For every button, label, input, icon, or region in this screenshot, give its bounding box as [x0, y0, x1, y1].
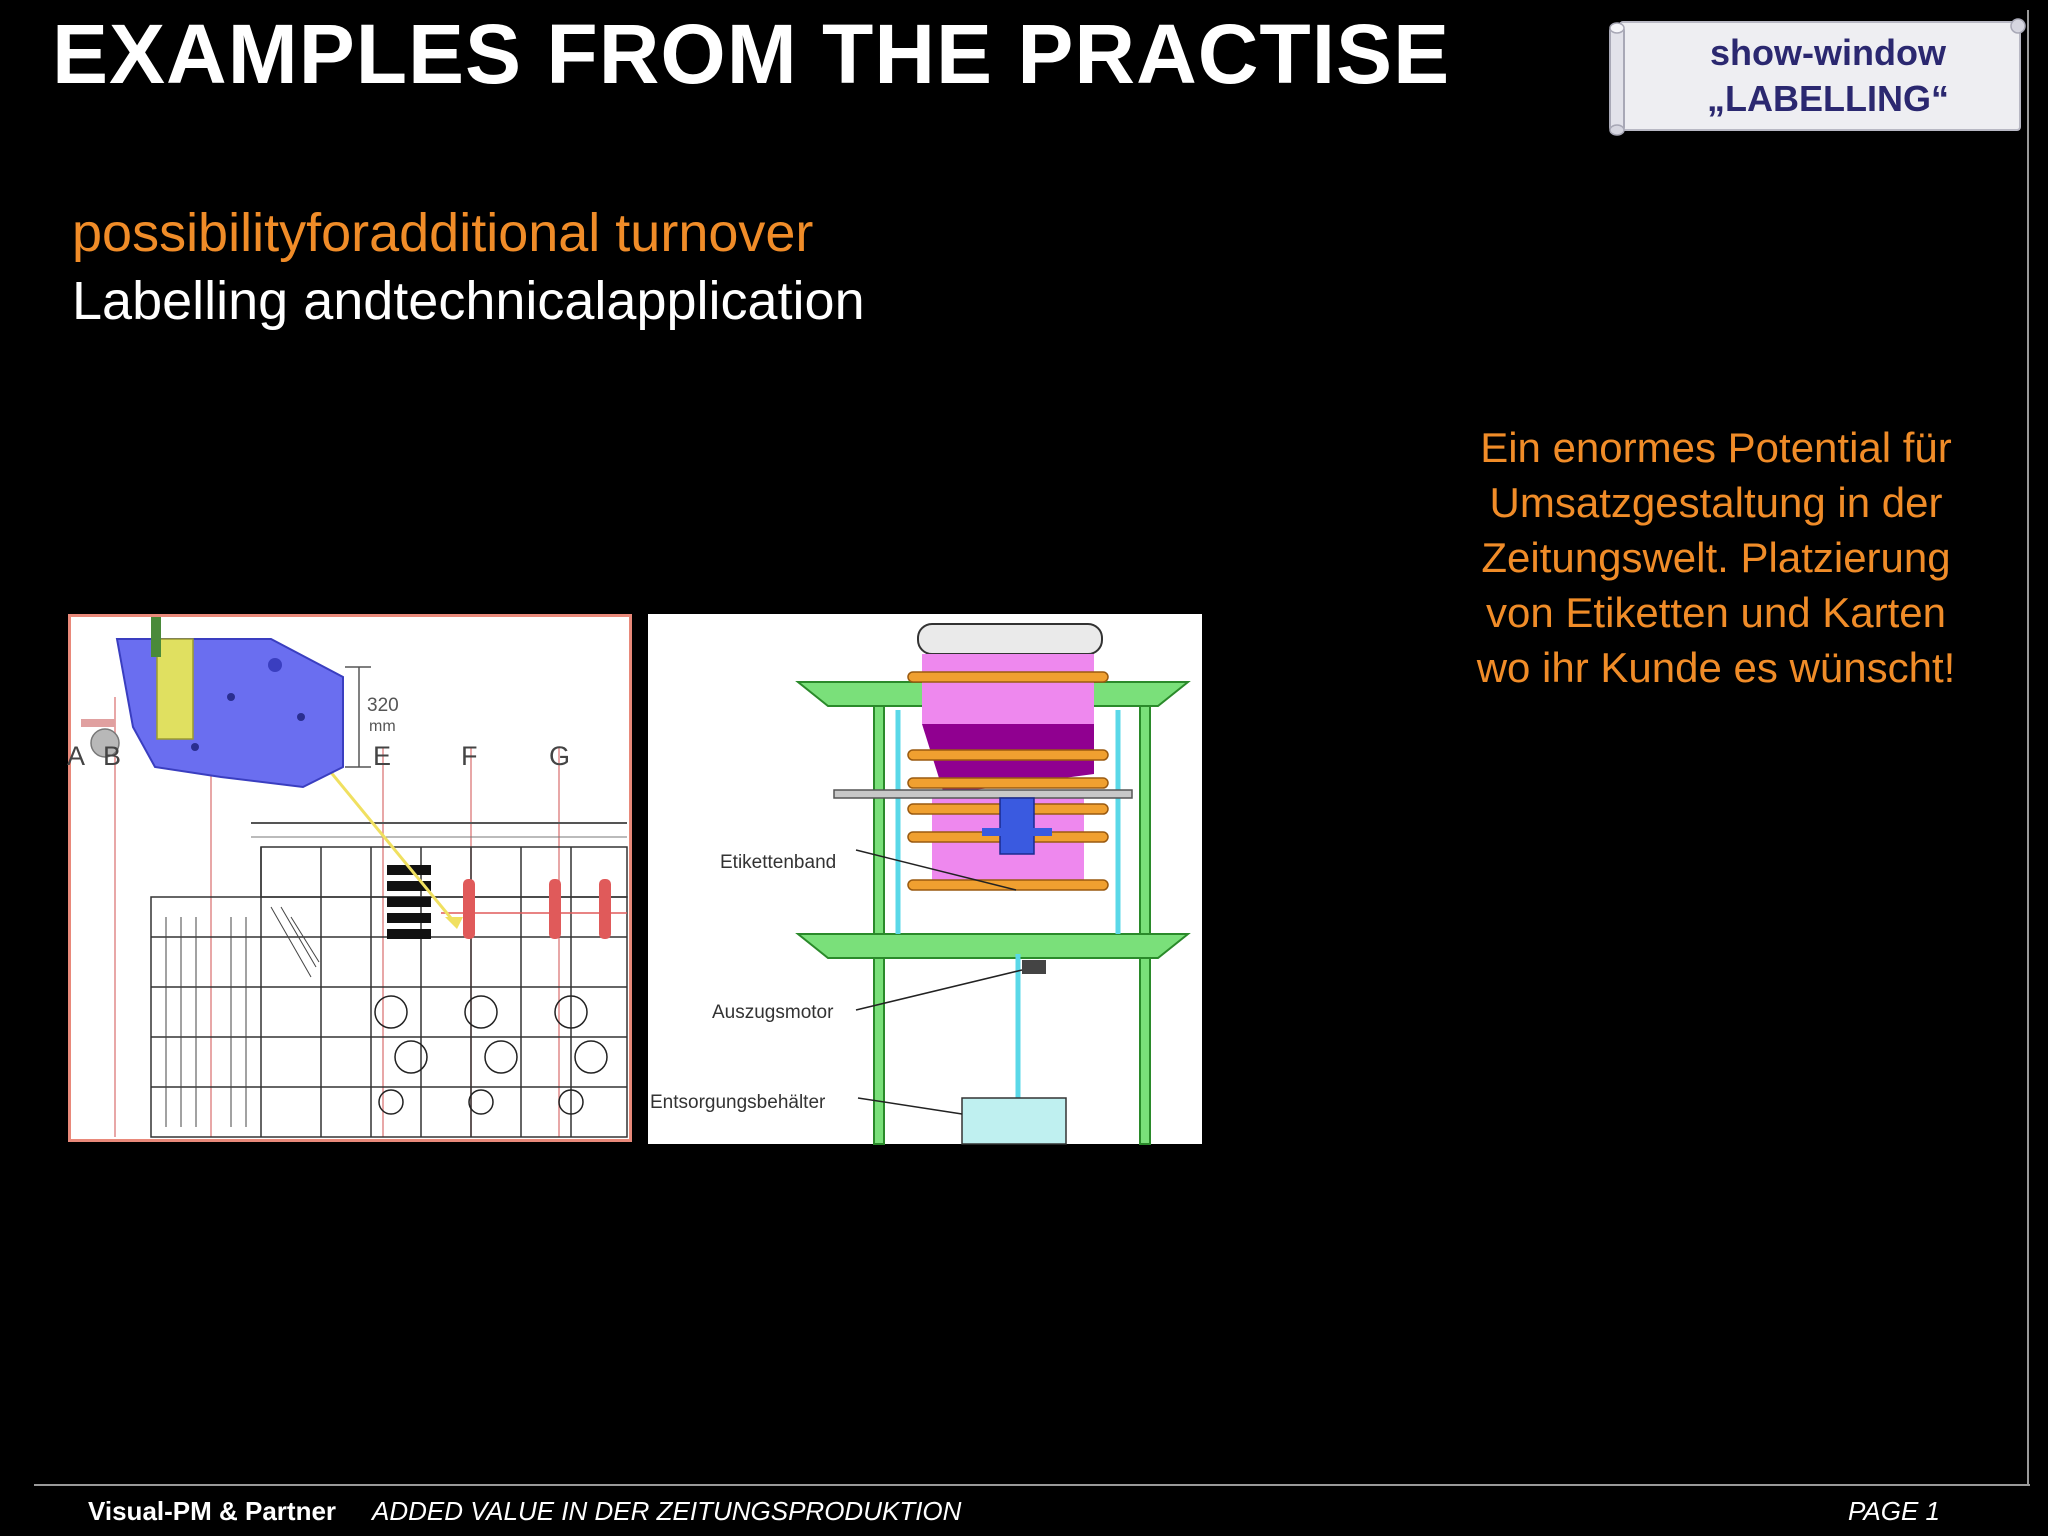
potential-text-line: Umsatzgestaltung in der	[1489, 479, 1943, 526]
page-number: PAGE 1	[1848, 1496, 1941, 1526]
label-auszugsmotor: Auszugsmotor	[712, 1002, 834, 1023]
label-etikettenband: Etikettenband	[720, 852, 837, 873]
footer-rule	[34, 1484, 2030, 1486]
badge-line-2: „LABELLING“	[1707, 78, 1949, 119]
column-label-b: B	[103, 741, 122, 771]
press-line-svg	[67, 617, 629, 1139]
column-label-a: A	[67, 741, 86, 771]
column-label-e: E	[373, 741, 392, 771]
badge-line-1: show-window	[1710, 32, 1946, 73]
right-border-rule	[2027, 10, 2029, 1486]
potential-text-line: von Etiketten und Karten	[1486, 589, 1946, 636]
labelling-station-svg	[648, 614, 1202, 1144]
column-label-g: G	[549, 741, 571, 771]
potential-text-line: Ein enormes Potential für	[1480, 424, 1952, 471]
potential-text-line: Zeitungswelt. Platzierung	[1481, 534, 1951, 581]
labelling-station-schematic	[648, 614, 1202, 1144]
potential-text-block	[1436, 420, 1996, 695]
potential-text-line: wo ihr Kunde es wünscht!	[1476, 644, 1956, 691]
dimension-unit: mm	[369, 718, 396, 735]
footer-tagline: ADDED VALUE IN DER ZEITUNGSPRODUKTION	[372, 1496, 962, 1526]
labelling-scroll-badge	[1604, 18, 2028, 136]
subtitle-turnover: possibilityforadditional turnover	[72, 203, 814, 263]
column-label-f: F	[461, 741, 478, 771]
press-line-drawing	[68, 614, 632, 1142]
footer-company: Visual-PM & Partner	[88, 1496, 337, 1526]
label-entsorgungsbehaelter: Entsorgungsbehälter	[650, 1092, 826, 1113]
subtitle-labelling: Labelling andtechnicalapplication	[72, 271, 865, 331]
slide-title: EXAMPLES FROM THE PRACTISE	[52, 7, 1451, 101]
dimension-value: 320	[367, 695, 399, 716]
